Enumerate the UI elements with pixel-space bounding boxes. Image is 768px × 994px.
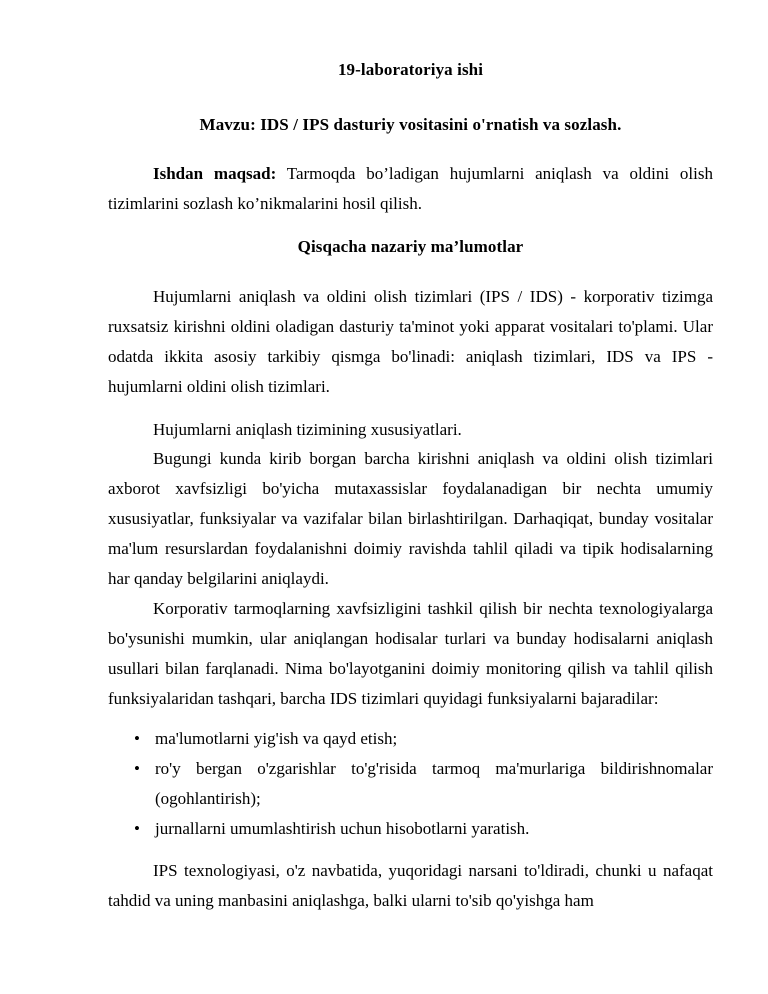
objective-text: Tarmoqda bo’ladigan hujumlarni aniqlash va oldini olish tizimlarini sozlash ko’nikmalarini hosil qilish. <box>108 164 713 214</box>
list-item-text: ro'y bergan o'zgarishlar to'g'risida tarmoq ma'murlariga bildirishnomalar (ogohlantirish); <box>155 758 713 808</box>
list-item <box>108 754 713 814</box>
theory-heading: Qisqacha nazariy ma’lumotlar <box>297 237 524 257</box>
list-item <box>108 814 713 844</box>
objective-paragraph <box>108 159 713 219</box>
paragraph-intro-ids-ips: Hujumlarni aniqlash va oldini olish tizimlari (IPS / IDS) - korporativ tizimga ruxsatsiz kirishni oldini oladigan dasturiy ta'minot yoki apparat vositalari to'plami. Ular odatda ikkita asosiy tarkibiy qismga bo'linadi: aniqlash tizimlari, IDS va IPS - hujumlarni oldini olish tizimlari. <box>108 286 713 396</box>
spacer <box>108 260 713 282</box>
list-item <box>108 724 713 754</box>
functions-bullet-list <box>108 724 713 844</box>
paragraph-corporate-networks: Korporativ tarmoqlarning xavfsizligini tashkil qilish bir nechta texnologiyalarga bo'ysunishi mumkin, ular aniqlangan hodisalar turlari va bunday hodisalarni aniqlash usullari bilan farqlanadi. Nima bo'layotganini doimiy monitoring qilish va tahlil qilish funksiyalaridan tashqari, barcha IDS tizimlari quyidagi funksiyalarni bajaradilar: <box>108 598 713 708</box>
spacer <box>108 83 713 113</box>
paragraph-detection-features: Hujumlarni aniqlash tizimining xususiyatlari. <box>153 419 462 439</box>
paragraph-common-features: Bugungi kunda kirib borgan barcha kirishni aniqlash va oldini olish tizimlari axborot xavfsizligi bo'yicha mutaxassislar foydalanadigan bir nechta umumiy xususiyatlar, funksiyalar va vazifalar bilan birlashtirilgan. Darhaqiqat, bunday vositalar ma'lum resurslardan foydalanishni doimiy ravishda tahlil qiladi va tipik hodisalarning har qanday belgilarini aniqlaydi. <box>108 448 713 588</box>
bullet-icon: • <box>134 818 140 838</box>
bullet-icon: • <box>134 728 140 748</box>
spacer <box>108 402 713 416</box>
spacer <box>108 219 713 235</box>
list-item-text: ma'lumotlarni yig'ish va qayd etish; <box>155 728 398 748</box>
paragraph-ips-technology: IPS texnologiyasi, o'z navbatida, yuqoridagi narsani to'ldiradi, chunki u nafaqat tahdid va uning manbasini aniqlashga, balki ularni to'sib qo'yishga ham <box>108 860 713 910</box>
document-subtitle: Mavzu: IDS / IPS dasturiy vositasini o'rnatish va sozlash. <box>199 114 622 134</box>
objective-label: Ishdan maqsad: <box>153 164 277 184</box>
bullet-icon: • <box>134 758 140 778</box>
list-item-text: jurnallarni umumlashtirish uchun hisobotlarni yaratish. <box>155 818 530 838</box>
spacer <box>108 137 713 159</box>
page-title: 19-laboratoriya ishi <box>337 60 484 79</box>
spacer <box>108 844 713 856</box>
spacer <box>108 714 713 724</box>
document-body <box>108 58 713 916</box>
